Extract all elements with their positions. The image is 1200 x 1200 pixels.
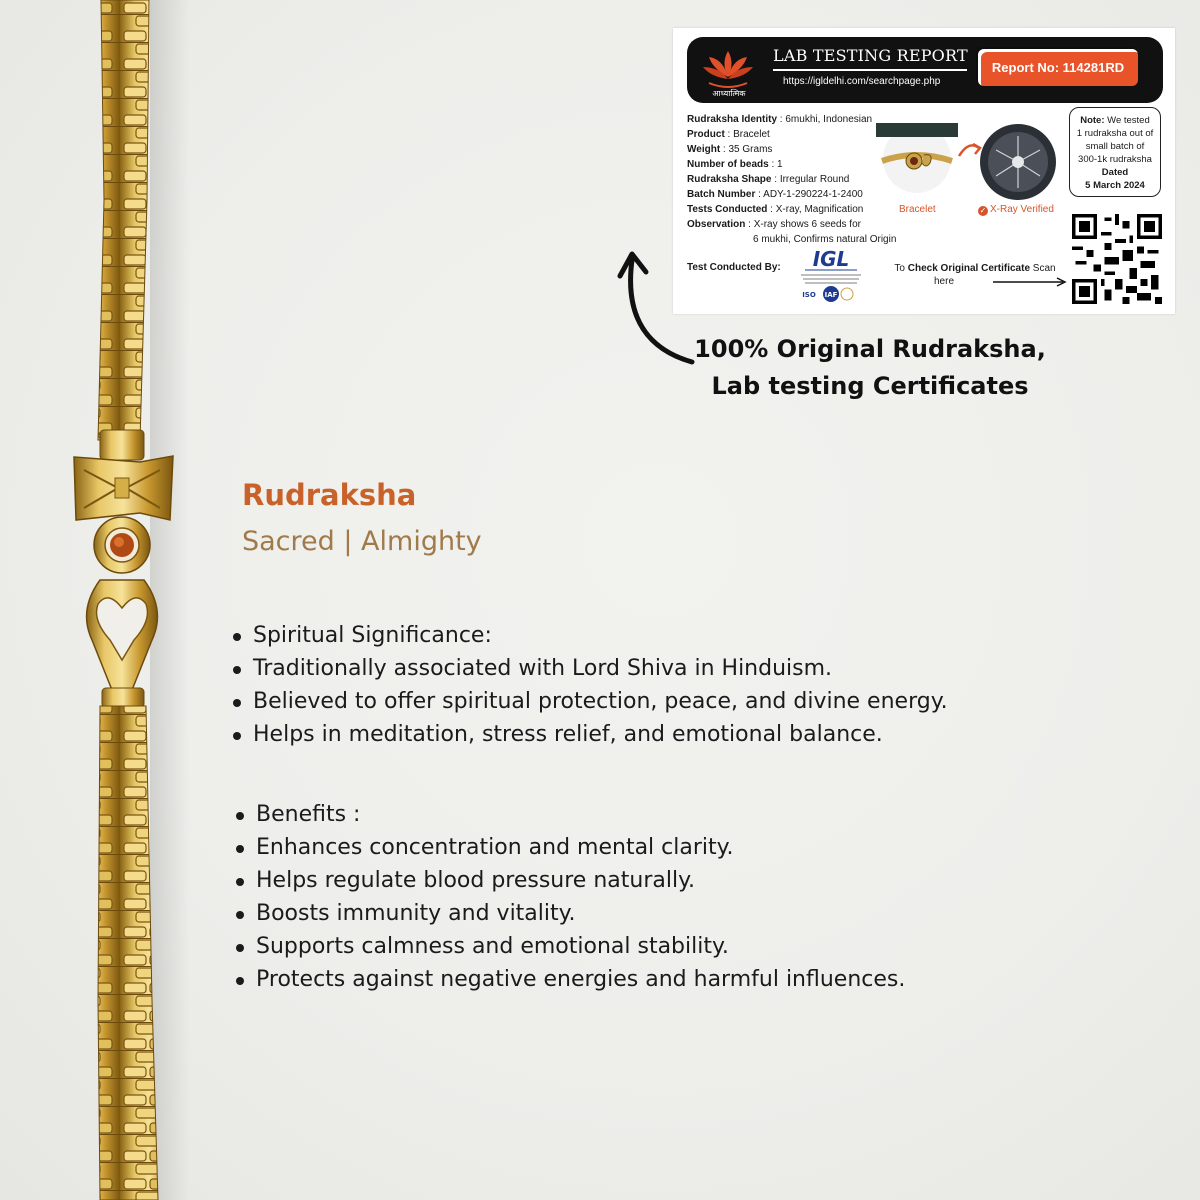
lab-report-title: LAB TESTING REPORT	[773, 46, 968, 65]
scan-instructions: To Check Original Certificate Scan here	[894, 263, 1056, 287]
list-item: Traditionally associated with Lord Shiva in Hinduism.	[231, 652, 948, 685]
right-arrow-icon	[993, 277, 1067, 287]
curved-arrow-icon	[610, 240, 700, 370]
detail-row: Product : Bracelet	[687, 129, 770, 140]
list-item: Supports calmness and emotional stability.	[234, 930, 905, 963]
svg-text:ISO: ISO	[802, 291, 816, 299]
list-item: Protects against negative energies and harmful influences.	[234, 963, 905, 996]
rudraksha-details	[687, 112, 897, 247]
list-item: Helps regulate blood pressure naturally.	[234, 864, 905, 897]
list-item: Enhances concentration and mental clarity.	[234, 831, 905, 864]
detail-row: Observation : X-ray shows 6 seeds for	[687, 219, 861, 230]
detail-row: Batch Number : ADY-1-290224-1-2400	[687, 189, 863, 200]
lab-url: https://igldelhi.com/searchpage.php	[783, 76, 941, 87]
list-item: Helps in meditation, stress relief, and emotional balance.	[231, 718, 948, 751]
product-title: Rudraksha	[242, 478, 417, 512]
detail-row: Rudraksha Identity : 6mukhi, Indonesian	[687, 114, 873, 125]
check-icon: ✓	[979, 206, 987, 215]
product-subtitle: Sacred | Almighty	[242, 526, 482, 557]
bracelet-caption: Bracelet	[899, 204, 936, 215]
lab-report-card	[673, 28, 1175, 314]
certificate-caption-line1: 100% Original Rudraksha,	[694, 335, 1046, 363]
certificate-caption-line2: Lab testing Certificates	[711, 372, 1029, 400]
qr-code-icon[interactable]	[1072, 214, 1162, 304]
bracelet-image	[0, 0, 240, 1200]
title-underline	[773, 69, 967, 71]
lotus-logo-icon	[701, 45, 755, 93]
bracelet-to-xray-arrow-icon	[957, 138, 983, 164]
svg-text:IGL: IGL	[812, 247, 850, 271]
svg-text:IAF: IAF	[824, 291, 838, 299]
detail-row: Tests Conducted : X-ray, Magnification	[687, 204, 864, 215]
certificate-caption	[690, 331, 1050, 405]
observation-continued: 6 mukhi, Confirms natural Origin	[753, 234, 897, 245]
note-box: Note: We tested 1 rudraksha out of small batch of 300-1k rudraksha Dated 5 March 2024	[1069, 107, 1161, 197]
report-number-badge: Report No: 114281RD	[978, 49, 1138, 86]
list-item: Spiritual Significance:	[231, 619, 948, 652]
detail-row: Rudraksha Shape : Irregular Round	[687, 174, 850, 185]
list-item: Believed to offer spiritual protection, peace, and divine energy.	[231, 685, 948, 718]
xray-photo	[978, 122, 1058, 202]
list-item: Boosts immunity and vitality.	[234, 897, 905, 930]
spiritual-significance-list	[231, 619, 948, 751]
igl-logo-icon	[791, 246, 871, 306]
test-conducted-label: Test Conducted By:	[687, 262, 781, 273]
bracelet-photo	[876, 123, 958, 195]
detail-row: Weight : 35 Grams	[687, 144, 773, 155]
benefits-list	[234, 798, 905, 996]
brand-name: आध्यात्मिक	[712, 89, 746, 98]
detail-row: Number of beads : 1	[687, 159, 783, 170]
lab-report-header	[687, 37, 1163, 103]
xray-caption: ✓ X-Ray Verified	[979, 204, 1054, 215]
list-item: Benefits :	[234, 798, 905, 831]
